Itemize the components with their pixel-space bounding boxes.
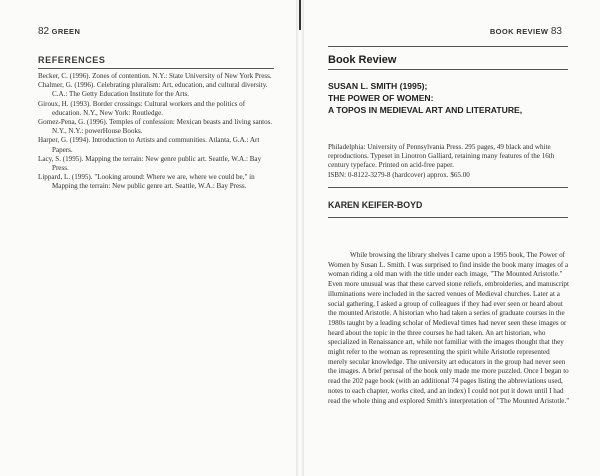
top-rule bbox=[328, 46, 568, 47]
reviewer-name: KAREN KEIFER-BOYD bbox=[328, 200, 423, 210]
left-folio bbox=[38, 26, 80, 37]
reference-entry: Harper, G. (1994). Introduction to Artists and communities. Atlanta, G.A.: Art Papers. bbox=[38, 136, 260, 154]
reference-entry: Gomez-Pena, G. (1996). Temples of confession: Mexican beasts and living santos. N.Y., N.Y.: powerHouse Books. bbox=[38, 118, 273, 136]
right-running-head: BOOK REVIEW bbox=[489, 27, 549, 36]
review-body: While browsing the library shelves I came upon a 1995 book, The Power of Women by Susan L. Smith. I was surprised to find inside the book many images of a woman riding a old man with the title under each image, "The Mounted Aristotle." Even more unusual was that these carved stone reliefs, embroideries, and manuscript illuminations were included in the sacred venues of Medieval churches. Later at a social gathering, I asked a group of colleagues if they had ever seen or heard about the mounted Aristotle. A historian who had taken a series of graduate courses in the 1980s taught by a leading scholar of Medieval times had never seen these images or heard about the topic in the three courses he had taken. An art historian, who specialized in Renaissance art, while not familiar with the images thought that they might refer to the woman as representing the spirit while Aristotle represented merely secular knowledge. The university art educators in the group had never seen the images. A brief perusal of the book only made me more puzzled. Once I began to read the 202 page book (with an additional 74 pages listing the abbreviations used, notes to each chapter, works cited, and an index) I could not put it down until I had read the whole thing and explored Smith's interpretation of "The Mounted Aristotle." bbox=[328, 251, 570, 405]
publication-block bbox=[328, 143, 568, 180]
right-page-number: 83 bbox=[550, 26, 562, 37]
left-page-number: 82 bbox=[38, 26, 50, 37]
left-running-head: GREEN bbox=[51, 27, 81, 36]
references-list bbox=[38, 72, 274, 192]
reviewer-underline bbox=[328, 217, 568, 218]
gutter bbox=[296, 0, 304, 476]
book-title-line: A TOPOS IN MEDIEVAL ART AND LITERATURE, bbox=[328, 105, 523, 115]
publication-info: Philadelphia: University of Pennsylvania Press. 295 pages, 49 black and white reproductions. Typeset in Linotron Galliard, retaining many features of the 16th century typeface. Printed on acid-free paper. bbox=[328, 143, 555, 170]
book-title-line: SUSAN L. SMITH (1995); bbox=[328, 81, 428, 91]
book-title-line: THE POWER OF WOMEN: bbox=[328, 93, 434, 103]
isbn: ISBN: 0-8122-3279-8 (hardcover) approx. $65.00 bbox=[328, 170, 470, 179]
reference-entry: Giroux, H. (1993). Border crossings: Cultural workers and the politics of education. N.Y., New York: Routledge. bbox=[38, 99, 246, 117]
reference-entry: Lippard, L. (1995). "Looking around: Where we are, where we could be," in Mapping the terrain: New public genre art. Seattle, W.A.: Bay Press. bbox=[38, 173, 255, 191]
gutter-mark bbox=[299, 0, 301, 30]
book-review-heading: Book Review bbox=[328, 54, 397, 66]
reference-entry: Becker, C. (1996). Zones of contention. N.Y.: State University of New York Press. bbox=[38, 72, 272, 80]
book-title bbox=[328, 80, 568, 116]
book-review-rule bbox=[328, 69, 568, 70]
reference-entry: Lacy, S. (1995). Mapping the terrain: New genre public art. Seattle, W.A.: Bay Press. bbox=[38, 154, 262, 173]
reviewer-rule bbox=[328, 187, 568, 188]
references-heading: REFERENCES bbox=[38, 55, 106, 65]
left-page bbox=[0, 0, 296, 476]
references-rule bbox=[38, 68, 274, 69]
right-folio bbox=[490, 26, 562, 37]
reference-entry: Chalmer, G. (1996). Celebrating pluralism: Art, education, and cultural diversity. C.A.: The Getty Education Institute for the Arts. bbox=[38, 81, 268, 99]
